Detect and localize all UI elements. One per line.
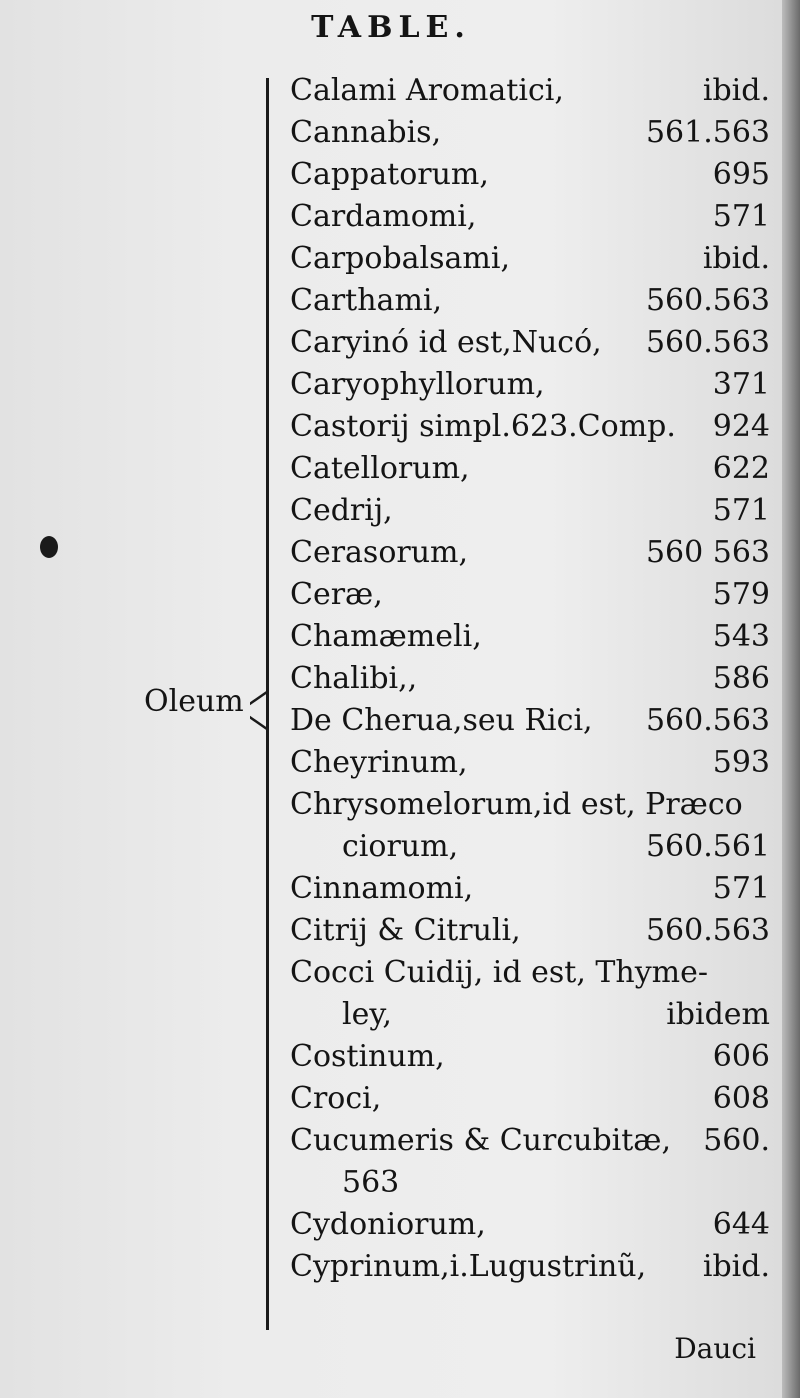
index-entry (290, 742, 770, 784)
index-entry (290, 658, 770, 700)
index-entry (290, 1078, 770, 1120)
entry-page-ref: 608 (712, 1081, 770, 1116)
index-entry (290, 994, 770, 1036)
entry-page-ref: ibidem (666, 997, 770, 1032)
entry-page-ref: ibid. (702, 241, 770, 276)
index-entry (290, 448, 770, 490)
entry-name: Cucumeris & Curcubitæ, (290, 1123, 672, 1158)
entry-page-ref: 571 (712, 199, 770, 234)
entry-name: Cheyrinum, (290, 745, 468, 780)
entry-page-ref: 644 (712, 1207, 770, 1242)
entry-page-ref: 543 (712, 619, 770, 654)
index-entry (290, 490, 770, 532)
entry-name: Chalibi,, (290, 661, 418, 696)
entry-name: Catellorum, (290, 451, 470, 486)
entry-name: Cydoniorum, (290, 1207, 486, 1242)
index-entry (290, 952, 770, 994)
index-entry (290, 574, 770, 616)
page-heading: TABLE. (311, 10, 471, 45)
entry-page-ref: 371 (712, 367, 770, 402)
entry-name: De Cherua,seu Rici, (290, 703, 593, 738)
entry-name: Cyprinum,i.Lugustrinũ, (290, 1249, 647, 1284)
index-entry (290, 322, 770, 364)
entry-page-ref: 579 (712, 577, 770, 612)
entry-page-ref: 593 (712, 745, 770, 780)
index-entry (290, 1204, 770, 1246)
entry-name: Costinum, (290, 1039, 445, 1074)
index-entry (290, 196, 770, 238)
entry-name: Cedrij, (290, 493, 393, 528)
index-entry (290, 700, 770, 742)
index-entries (290, 70, 770, 1288)
entry-page-ref: 571 (712, 493, 770, 528)
index-entry (290, 1036, 770, 1078)
index-entry (290, 364, 770, 406)
index-entry (290, 1120, 770, 1162)
entry-name: Cardamomi, (290, 199, 477, 234)
catchword: Dauci (674, 1332, 756, 1365)
entry-name: Carthami, (290, 283, 443, 318)
index-entry (290, 1162, 770, 1204)
entry-page-ref: 622 (712, 451, 770, 486)
index-entry (290, 826, 770, 868)
entry-name: ciorum, (342, 829, 459, 864)
entry-name: Cerasorum, (290, 535, 469, 570)
entry-page-ref: ibid. (702, 73, 770, 108)
entry-page-ref: 695 (712, 157, 770, 192)
index-entry (290, 112, 770, 154)
entry-name: Cinnamomi, (290, 871, 474, 906)
index-entry (290, 154, 770, 196)
index-entry (290, 238, 770, 280)
entry-page-ref: 560.563 (645, 913, 770, 948)
entry-name: Caryinó id est,Nucó, (290, 325, 602, 360)
index-entry (290, 910, 770, 952)
entry-name: 563 (342, 1165, 400, 1200)
index-entry (290, 280, 770, 322)
entry-name: Carpobalsami, (290, 241, 510, 276)
entry-name: Calami Aromatici, (290, 73, 564, 108)
index-entry (290, 70, 770, 112)
entry-page-ref: 560. (703, 1123, 770, 1158)
entry-page-ref: 560.563 (645, 703, 770, 738)
index-entry (290, 1246, 770, 1288)
entry-page-ref: 586 (712, 661, 770, 696)
group-label: Oleum (144, 684, 244, 719)
entry-name: Castorij simpl.623.Comp. (290, 409, 676, 444)
index-entry (290, 406, 770, 448)
entry-page-ref: 560.561 (645, 829, 770, 864)
entry-page-ref: 560 563 (645, 535, 770, 570)
entry-name: Croci, (290, 1081, 382, 1116)
ink-blot (40, 536, 58, 558)
index-entry (290, 784, 770, 826)
entry-page-ref: 561.563 (645, 115, 770, 150)
entry-page-ref: 924 (712, 409, 770, 444)
entry-page-ref: ibid. (702, 1249, 770, 1284)
entry-name: Chrysomelorum,id est, Præco (290, 787, 743, 822)
entry-page-ref: 560.563 (645, 283, 770, 318)
index-entry (290, 616, 770, 658)
entry-name: Cocci Cuidij, id est, Thyme- (290, 955, 709, 990)
entry-name: Citrij & Citruli, (290, 913, 521, 948)
index-entry (290, 532, 770, 574)
book-gutter (782, 0, 800, 1398)
entry-name: ley, (342, 997, 392, 1032)
entry-page-ref: 606 (712, 1039, 770, 1074)
entry-page-ref: 560.563 (645, 325, 770, 360)
brace-bracket (266, 78, 283, 1330)
entry-name: Chamæmeli, (290, 619, 482, 654)
entry-page-ref: 571 (712, 871, 770, 906)
entry-name: Ceræ, (290, 577, 383, 612)
entry-name: Cannabis, (290, 115, 442, 150)
entry-name: Caryophyllorum, (290, 367, 545, 402)
index-entry (290, 868, 770, 910)
entry-name: Cappatorum, (290, 157, 489, 192)
